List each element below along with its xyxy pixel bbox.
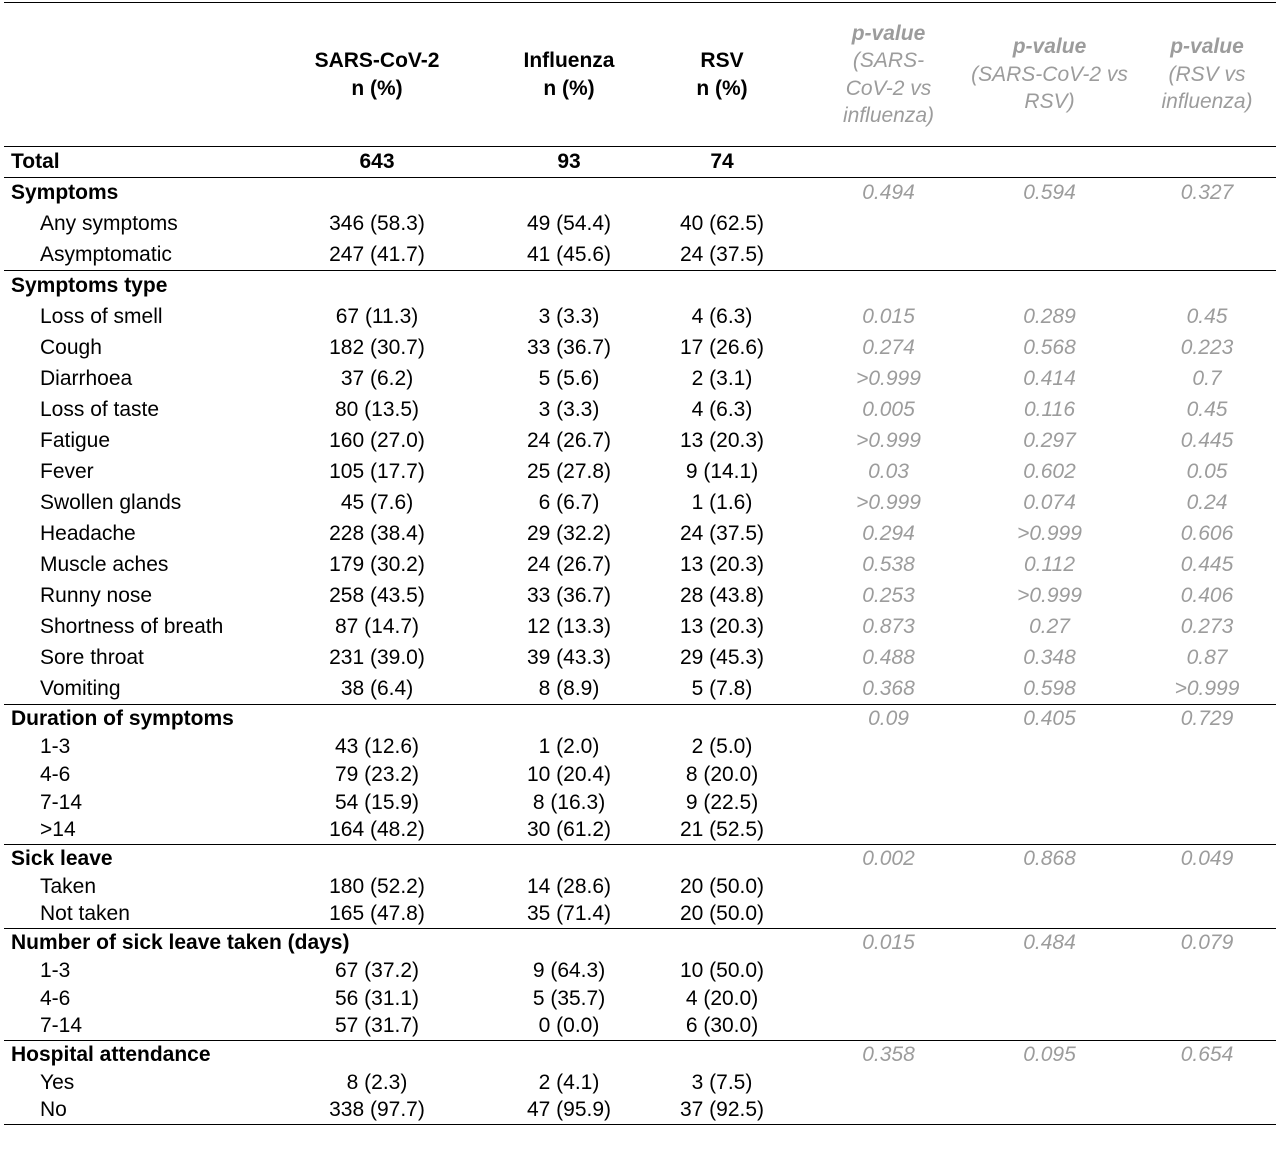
row-p-rsv-vs-flu [1138,209,1276,240]
row-influenza-value: 49 (54.4) [526,212,612,235]
row-sars-value: 182 (30.7) [329,336,425,359]
section-p3 [1138,271,1276,302]
table-row [4,643,1276,674]
row-p-rsv-vs-flu [1138,761,1276,789]
header-p3-sub: (RSV vs influenza) [1161,62,1253,114]
section-p3: 0.327 [1180,181,1234,205]
row-p-rsv-vs-flu [1138,240,1276,271]
row-rsv-value: 37 (92.5) [679,1098,765,1122]
row-p-rsv-vs-flu: 0.445 [1180,429,1234,452]
row-label: Asymptomatic [40,242,172,266]
section-label: Symptoms [11,181,119,205]
row-p-rsv-vs-flu [1138,957,1276,985]
row-p-rsv-vs-flu: 0.223 [1180,336,1234,359]
row-p-sars-vs-rsv [961,209,1138,240]
section-row [4,271,1276,302]
row-influenza-value: 6 (6.7) [538,491,600,514]
table-row [4,457,1276,488]
section-label: Duration of symptoms [11,706,234,730]
row-influenza-value: 1 (2.0) [538,734,600,758]
row-sars-value: 67 (11.3) [335,305,419,328]
section-p3: 0.729 [1180,706,1234,730]
row-p-sars-vs-rsv: 0.414 [1023,367,1076,390]
section-sars [244,271,510,302]
row-p-sars-vs-flu: 0.015 [862,305,915,328]
row-influenza-value: 24 (26.7) [526,429,612,452]
section-label: Symptoms type [11,274,168,298]
row-p-sars-vs-flu: 0.488 [862,646,915,669]
row-label: Cough [40,336,102,359]
row-influenza-value: 29 (32.2) [526,522,612,545]
section-rsv [628,845,816,873]
row-p-rsv-vs-flu: 0.05 [1186,460,1228,483]
row-influenza-value: 30 (61.2) [526,818,612,842]
row-p-rsv-vs-flu: >0.999 [1174,676,1240,700]
table-body [4,147,1276,1125]
header-label-blank [4,3,244,147]
row-p-sars-vs-rsv: 0.112 [1024,553,1075,576]
section-row [4,1041,1276,1069]
table-row [4,426,1276,457]
row-p-rsv-vs-flu [1138,1069,1276,1097]
row-sars-value: 160 (27.0) [329,429,425,452]
row-label: 7-14 [40,790,83,814]
header-p-sars-vs-flu [816,3,961,147]
row-p-rsv-vs-flu: 0.445 [1180,553,1234,576]
row-rsv-value: 2 (3.1) [691,367,753,390]
row-p-rsv-vs-flu: 0.87 [1186,646,1228,669]
row-sars-value: 8 (2.3) [346,1070,408,1094]
section-p1: 0.358 [862,1042,915,1066]
row-influenza-value: 3 (3.3) [538,305,600,328]
section-p3: 0.079 [1180,930,1234,954]
row-sars-value: 105 (17.7) [329,460,425,483]
row-p-sars-vs-rsv [961,240,1138,271]
header-rsv-sub: n (%) [696,76,748,100]
section-p1: 0.494 [862,181,915,205]
table-row [4,240,1276,271]
row-p-sars-vs-rsv: 0.297 [1023,429,1076,452]
header-p1-sub: (SARS-CoV-2 vs influenza) [842,49,935,127]
section-rsv [628,178,816,209]
row-label: Headache [40,522,136,545]
table-row [4,1069,1276,1097]
section-rsv [628,271,816,302]
row-p-sars-vs-rsv [961,957,1138,985]
row-rsv-value: 24 (37.5) [679,242,765,266]
table-row [4,395,1276,426]
row-p-rsv-vs-flu: 0.24 [1186,491,1228,514]
row-rsv-value: 4 (6.3) [691,398,753,421]
section-influenza [510,929,628,957]
table-row [4,674,1276,705]
row-p-sars-vs-flu: 0.005 [862,398,915,421]
row-label: 1-3 [40,958,71,982]
row-rsv-value: 13 (20.3) [679,553,765,576]
header-p1-label: p-value [851,21,926,45]
section-rsv [628,929,816,957]
header-influenza-sub: n (%) [543,76,595,100]
row-p-sars-vs-rsv [961,789,1138,817]
row-p-sars-vs-flu [816,957,961,985]
row-p-sars-vs-flu [816,209,961,240]
row-influenza-value: 47 (95.9) [526,1098,612,1122]
row-p-rsv-vs-flu [1138,873,1276,901]
row-rsv-value: 13 (20.3) [679,615,765,638]
row-rsv-value: 3 (7.5) [691,1070,753,1094]
row-p-sars-vs-rsv [961,901,1138,929]
row-p-sars-vs-flu: 0.253 [862,584,915,607]
row-sars-value: 43 (12.6) [334,734,420,758]
table-header [4,3,1276,147]
section-p3: 0.654 [1180,1042,1234,1066]
row-influenza-value: 10 (20.4) [526,762,612,786]
row-p-rsv-vs-flu [1138,985,1276,1013]
section-row [4,929,1276,957]
row-label: 4-6 [40,986,71,1010]
row-label: Taken [40,874,97,898]
row-label: >14 [40,818,76,842]
header-p2-label: p-value [1012,35,1087,59]
row-p-rsv-vs-flu: 0.7 [1192,367,1222,390]
header-sars-sub: n (%) [351,76,403,100]
row-sars-value: 54 (15.9) [334,790,420,814]
row-sars-value: 338 (97.7) [329,1098,425,1122]
row-label: Loss of smell [40,305,163,328]
row-influenza-value: 5 (35.7) [532,986,606,1010]
row-rsv-value: 20 (50.0) [679,874,765,898]
row-label: Diarrhoea [40,367,133,390]
section-influenza [510,845,628,873]
row-label: Fatigue [40,429,111,452]
row-p-sars-vs-flu [816,1069,961,1097]
table-row [4,488,1276,519]
table-row [4,733,1276,761]
row-p-sars-vs-rsv: 0.116 [1024,398,1075,421]
table-row [4,817,1276,845]
row-label: Any symptoms [40,212,178,235]
table-row [4,901,1276,929]
row-p-sars-vs-flu: 0.368 [862,676,915,700]
row-influenza-value: 9 (64.3) [532,958,606,982]
section-p2: 0.594 [1023,181,1076,205]
row-p-sars-vs-rsv: 0.568 [1023,336,1076,359]
header-p-sars-vs-rsv [961,3,1138,147]
row-rsv-value: 29 (45.3) [679,646,765,669]
row-p-sars-vs-rsv [961,817,1138,845]
table-row [4,364,1276,395]
total-p1 [816,147,961,178]
total-p2 [961,147,1138,178]
table-row [4,1013,1276,1041]
row-p-rsv-vs-flu: 0.406 [1180,584,1234,607]
row-influenza-value: 35 (71.4) [526,902,612,926]
table-row [4,581,1276,612]
row-sars-value: 164 (48.2) [329,818,425,842]
table-row [4,761,1276,789]
row-influenza-value: 24 (26.7) [526,553,612,576]
row-sars-value: 67 (37.2) [334,958,420,982]
row-p-sars-vs-rsv [961,873,1138,901]
row-label: Muscle aches [40,553,169,576]
row-influenza-value: 8 (8.9) [538,676,600,700]
section-row [4,178,1276,209]
section-p2 [961,271,1138,302]
row-sars-value: 38 (6.4) [340,676,414,700]
row-sars-value: 79 (23.2) [334,762,420,786]
row-label: Yes [40,1070,75,1094]
row-p-rsv-vs-flu [1138,733,1276,761]
total-label: Total [11,150,60,173]
row-label: 7-14 [40,1014,83,1038]
row-rsv-value: 24 (37.5) [679,522,765,545]
row-p-sars-vs-rsv: 0.27 [1029,615,1070,638]
row-p-sars-vs-flu: 0.873 [862,615,915,638]
row-p-rsv-vs-flu [1138,901,1276,929]
row-rsv-value: 9 (22.5) [685,790,759,814]
section-sars [244,845,510,873]
row-p-sars-vs-flu [816,901,961,929]
section-label: Sick leave [11,846,113,870]
section-rsv [628,1041,816,1069]
row-p-sars-vs-rsv [961,733,1138,761]
row-label: Not taken [40,902,130,926]
row-p-sars-vs-rsv [961,761,1138,789]
row-p-rsv-vs-flu: 0.45 [1186,398,1228,421]
row-influenza-value: 33 (36.7) [526,584,612,607]
row-rsv-value: 20 (50.0) [679,902,765,926]
row-influenza-value: 25 (27.8) [526,460,612,483]
row-influenza-value: 14 (28.6) [526,874,612,898]
row-p-rsv-vs-flu [1138,1097,1276,1125]
row-p-sars-vs-rsv [961,1013,1138,1041]
row-rsv-value: 40 (62.5) [679,212,765,235]
table-row [4,612,1276,643]
row-p-sars-vs-rsv: 0.348 [1023,646,1076,669]
section-influenza [510,178,628,209]
table-row [4,302,1276,333]
row-rsv-value: 6 (30.0) [685,1014,759,1038]
row-p-sars-vs-flu: 0.294 [862,522,915,545]
row-sars-value: 179 (30.2) [329,553,425,576]
row-p-sars-vs-rsv: 0.598 [1023,676,1076,700]
section-label: Number of sick leave taken (days) [11,930,350,954]
section-p1: 0.015 [862,930,915,954]
row-influenza-value: 8 (16.3) [532,790,606,814]
row-p-sars-vs-flu: 0.03 [868,460,909,483]
section-row [4,845,1276,873]
table-row [4,1097,1276,1125]
row-label: 1-3 [40,734,71,758]
row-p-sars-vs-flu [816,817,961,845]
row-sars-value: 80 (13.5) [334,398,420,421]
row-p-rsv-vs-flu: 0.606 [1180,522,1234,545]
row-influenza-value: 2 (4.1) [538,1070,600,1094]
table-row [4,519,1276,550]
row-sars-value: 258 (43.5) [329,584,425,607]
row-p-sars-vs-flu [816,985,961,1013]
header-p2-sub: (SARS-CoV-2 vs RSV) [971,62,1128,114]
row-p-sars-vs-rsv [961,985,1138,1013]
row-rsv-value: 8 (20.0) [685,762,759,786]
row-p-sars-vs-rsv: >0.999 [1017,522,1082,545]
section-p1 [816,271,961,302]
symptoms-comparison-table [4,2,1276,1125]
row-sars-value: 180 (52.2) [329,874,425,898]
row-p-sars-vs-flu: 0.274 [862,336,915,359]
row-p-sars-vs-flu: >0.999 [856,491,921,514]
row-p-sars-vs-rsv: 0.289 [1023,305,1076,328]
section-influenza [510,705,628,733]
row-influenza-value: 3 (3.3) [538,398,600,421]
row-rsv-value: 21 (52.5) [679,818,765,842]
table-row [4,333,1276,364]
row-rsv-value: 9 (14.1) [685,460,759,483]
table-row [4,209,1276,240]
header-p-rsv-vs-flu [1138,3,1276,147]
row-p-rsv-vs-flu: 0.273 [1180,615,1234,638]
row-p-sars-vs-flu [816,1013,961,1041]
row-p-rsv-vs-flu: 0.45 [1186,305,1228,328]
table-row [4,550,1276,581]
table-row [4,789,1276,817]
header-sars-title: SARS-CoV-2 [314,49,440,72]
row-p-rsv-vs-flu [1138,789,1276,817]
row-rsv-value: 4 (6.3) [691,305,753,328]
section-p2: 0.868 [1023,846,1076,870]
section-p3: 0.049 [1180,846,1234,870]
row-p-sars-vs-flu [816,761,961,789]
header-rsv-title: RSV [700,49,744,72]
total-rsv: 74 [710,150,734,173]
section-p2: 0.484 [1023,930,1076,954]
section-influenza [510,1041,628,1069]
section-p1: 0.002 [862,846,915,870]
section-sars [244,705,510,733]
row-label: Runny nose [40,584,153,607]
header-row [4,3,1276,147]
row-rsv-value: 13 (20.3) [679,429,765,452]
row-p-sars-vs-flu [816,873,961,901]
section-p1: 0.09 [868,706,909,730]
section-sars [244,1041,510,1069]
section-influenza [510,271,628,302]
row-rsv-value: 2 (5.0) [691,734,753,758]
table-row [4,873,1276,901]
row-p-sars-vs-flu [816,1097,961,1125]
row-label: Shortness of breath [40,615,224,638]
row-influenza-value: 12 (13.3) [526,615,612,638]
row-p-rsv-vs-flu [1138,1013,1276,1041]
row-label: Swollen glands [40,491,182,514]
row-p-sars-vs-rsv [961,1069,1138,1097]
row-rsv-value: 4 (20.0) [685,986,759,1010]
row-p-sars-vs-flu: 0.538 [862,553,915,576]
total-influenza: 93 [557,150,581,173]
row-influenza-value: 5 (5.6) [538,367,600,390]
row-rsv-value: 17 (26.6) [679,336,765,359]
row-p-sars-vs-flu: >0.999 [856,367,921,390]
header-p3-label: p-value [1170,35,1244,59]
row-sars-value: 247 (41.7) [329,242,425,266]
row-influenza-value: 39 (43.3) [526,646,612,669]
row-rsv-value: 1 (1.6) [691,491,753,514]
row-rsv-value: 10 (50.0) [679,958,765,982]
row-influenza-value: 41 (45.6) [526,242,612,266]
total-row [4,147,1276,178]
row-sars-value: 165 (47.8) [329,902,425,926]
row-sars-value: 87 (14.7) [334,615,420,638]
row-sars-value: 231 (39.0) [329,646,425,669]
row-sars-value: 45 (7.6) [340,491,414,514]
row-p-sars-vs-flu [816,733,961,761]
row-p-sars-vs-flu [816,789,961,817]
row-label: Vomiting [40,676,121,700]
row-p-sars-vs-rsv: >0.999 [1017,584,1082,607]
section-sars [244,178,510,209]
row-p-sars-vs-flu [816,240,961,271]
row-p-rsv-vs-flu [1138,817,1276,845]
row-p-sars-vs-rsv: 0.074 [1023,491,1076,514]
row-sars-value: 228 (38.4) [329,522,425,545]
row-p-sars-vs-rsv: 0.602 [1023,460,1076,483]
total-sars: 643 [359,150,395,173]
row-sars-value: 346 (58.3) [329,212,425,235]
section-row [4,705,1276,733]
row-sars-value: 57 (31.7) [334,1014,420,1038]
row-label: Sore throat [40,646,144,669]
table-row [4,957,1276,985]
header-rsv [628,3,816,147]
row-p-sars-vs-rsv [961,1097,1138,1125]
row-influenza-value: 0 (0.0) [538,1014,600,1038]
section-label: Hospital attendance [11,1042,211,1066]
section-rsv [628,705,816,733]
row-p-sars-vs-flu: >0.999 [856,429,921,452]
row-label: Fever [40,460,94,483]
section-p2: 0.095 [1023,1042,1076,1066]
row-label: No [40,1098,67,1122]
row-rsv-value: 5 (7.8) [691,676,753,700]
row-sars-value: 37 (6.2) [340,367,414,390]
row-sars-value: 56 (31.1) [334,986,420,1010]
table-row [4,985,1276,1013]
header-sars [244,3,510,147]
header-influenza-title: Influenza [523,49,615,72]
row-label: 4-6 [40,762,71,786]
row-label: Loss of taste [40,398,160,421]
total-p3 [1138,147,1276,178]
section-p2: 0.405 [1023,706,1076,730]
row-influenza-value: 33 (36.7) [526,336,612,359]
row-rsv-value: 28 (43.8) [679,584,765,607]
header-influenza [510,3,628,147]
